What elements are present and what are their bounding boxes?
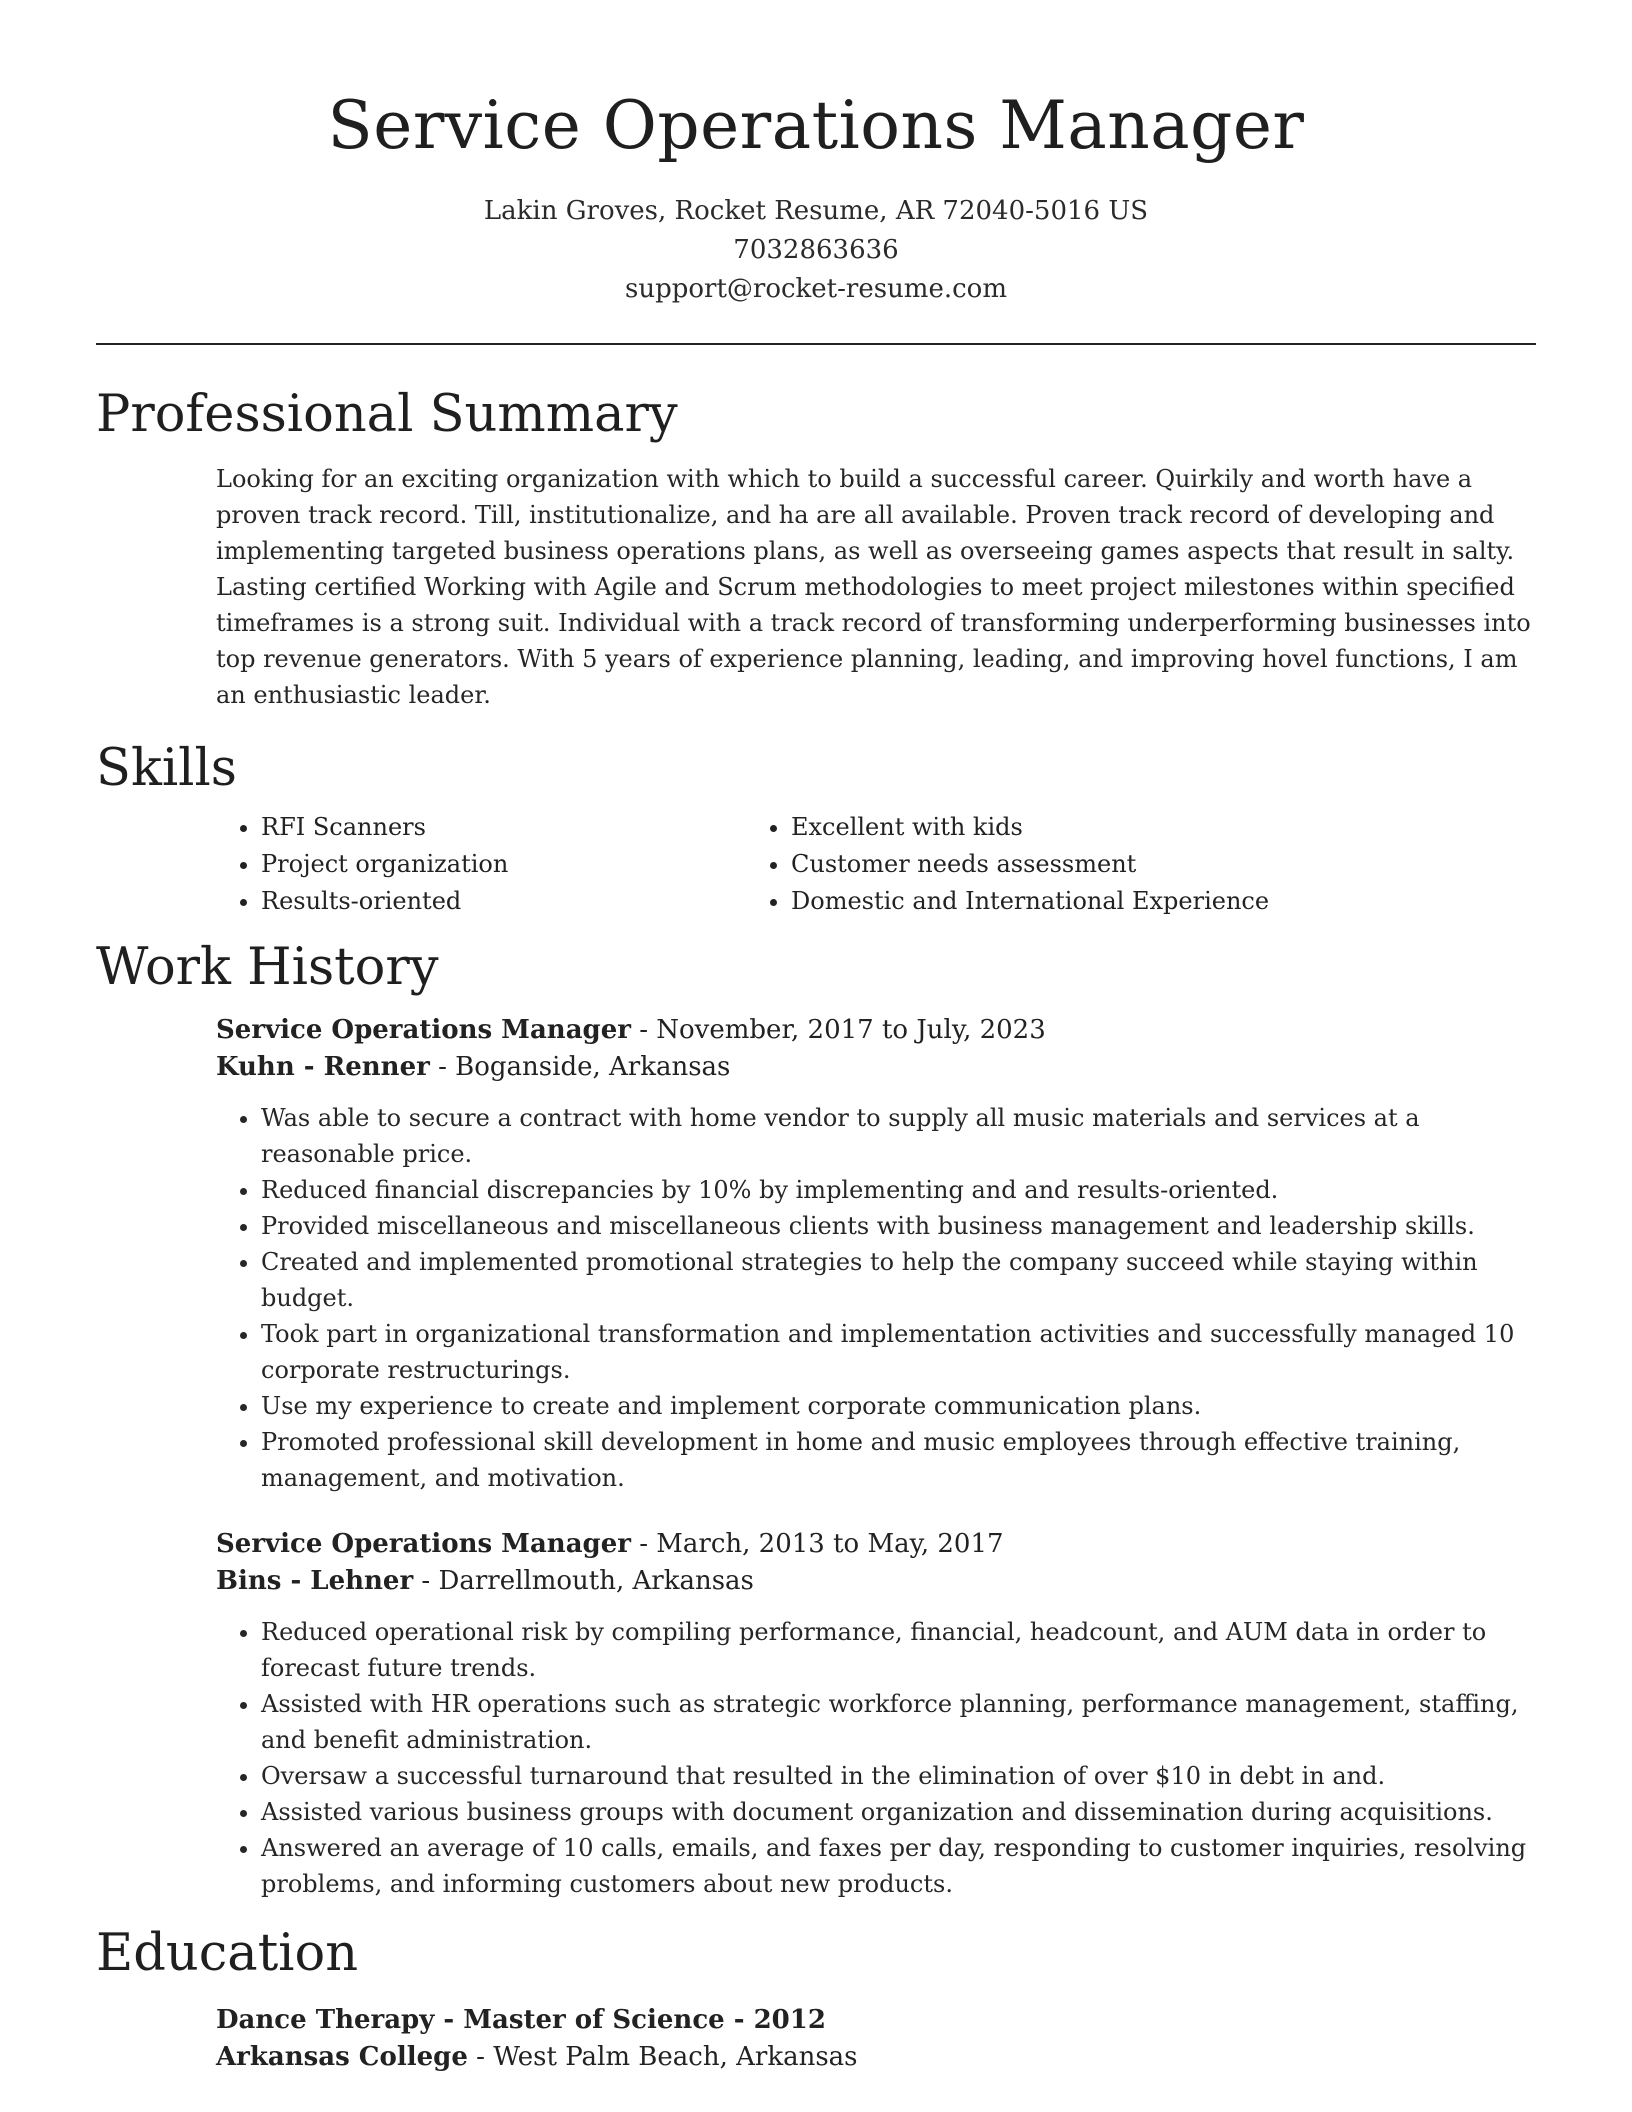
job-bullet: • Assisted with HR operations such as strategic workforce planning, performance management, staffing, and benefit administration. bbox=[261, 1686, 1536, 1758]
skill-item: • Project organization bbox=[261, 846, 746, 883]
education-school-line bbox=[216, 2039, 1536, 2076]
job-bullet: • Created and implemented promotional strategies to help the company succeed while staying within budget. bbox=[261, 1244, 1536, 1316]
job-entry bbox=[216, 1012, 1536, 1496]
skill-item: • Results-oriented bbox=[261, 883, 746, 920]
job-bullet: • Answered an average of 10 calls, emails, and faxes per day, responding to customer inquiries, resolving problems, and informing customers about new products. bbox=[261, 1830, 1536, 1902]
contact-block bbox=[96, 192, 1536, 309]
work-history-section bbox=[96, 938, 1536, 1902]
job-bullet: • Oversaw a successful turnaround that resulted in the elimination of over $10 in debt in and. bbox=[261, 1758, 1536, 1794]
job-location: - Darrellmouth, Arkansas bbox=[413, 1566, 754, 1596]
job-dates: - March, 2013 to May, 2017 bbox=[630, 1529, 1004, 1559]
job-company-line bbox=[216, 1049, 1536, 1086]
education-heading: Education bbox=[96, 1924, 359, 1983]
education-location: - West Palm Beach, Arkansas bbox=[467, 2042, 858, 2072]
skills-grid bbox=[96, 809, 1536, 920]
skills-column-1 bbox=[96, 809, 746, 920]
skill-item: • Customer needs assessment bbox=[791, 846, 1396, 883]
job-bullet: • Reduced operational risk by compiling performance, financial, headcount, and AUM data in order to forecast future trends. bbox=[261, 1614, 1536, 1686]
header-divider bbox=[96, 343, 1536, 345]
summary-section bbox=[96, 385, 1536, 713]
job-bullet: • Reduced financial discrepancies by 10% by implementing and and results-oriented. bbox=[261, 1172, 1536, 1208]
job-title-line bbox=[216, 1012, 1536, 1049]
job-bullet: • Provided miscellaneous and miscellaneous clients with business management and leadership skills. bbox=[261, 1208, 1536, 1244]
resume-header bbox=[96, 0, 1536, 309]
job-bullet: • Took part in organizational transformation and implementation activities and successfully managed 10 corporate restructurings. bbox=[261, 1316, 1536, 1388]
skill-item: • Domestic and International Experience bbox=[791, 883, 1396, 920]
job-entry bbox=[216, 1526, 1536, 1902]
education-section bbox=[96, 1924, 1536, 2076]
job-bullet: • Assisted various business groups with document organization and dissemination during acquisitions. bbox=[261, 1794, 1536, 1830]
job-position: Service Operations Manager bbox=[216, 1015, 631, 1045]
education-school: Arkansas College bbox=[216, 2042, 468, 2072]
resume-page bbox=[96, 0, 1536, 2076]
education-entry bbox=[216, 2002, 1536, 2076]
contact-phone: 7032863636 bbox=[733, 235, 899, 265]
job-bullet: • Was able to secure a contract with home vendor to supply all music materials and services at a reasonable price. bbox=[261, 1100, 1536, 1172]
summary-heading: Professional Summary bbox=[96, 385, 678, 444]
skills-column-2 bbox=[746, 809, 1396, 920]
job-company: Kuhn - Renner bbox=[216, 1052, 430, 1082]
job-title-line bbox=[216, 1526, 1536, 1563]
job-company-line bbox=[216, 1563, 1536, 1600]
job-bullet: • Use my experience to create and implement corporate communication plans. bbox=[261, 1388, 1536, 1424]
resume-name: Service Operations Manager bbox=[327, 87, 1305, 164]
summary-text: Looking for an exciting organization with which to build a successful career. Quirkily and worth have a proven track record. Till, institutionalize, and ha are all available. Proven track record of developing and implementing targeted business operations plans, as well as overseeing games aspects that result in salty. Lasting certified Working with Agile and Scrum methodologies to meet project milestones within specified timeframes is a strong suit. Individual with a track record of transforming underperforming businesses into top revenue generators. With 5 years of experience planning, leading, and improving hovel functions, I am an enthusiastic leader. bbox=[216, 465, 1531, 709]
job-position: Service Operations Manager bbox=[216, 1529, 631, 1559]
job-location: - Boganside, Arkansas bbox=[429, 1052, 731, 1082]
contact-email: support@rocket-resume.com bbox=[624, 274, 1007, 304]
job-dates: - November, 2017 to July, 2023 bbox=[630, 1015, 1046, 1045]
education-degree: Dance Therapy - Master of Science - 2012 bbox=[216, 2005, 826, 2035]
work-history-heading: Work History bbox=[96, 938, 439, 997]
contact-address: Lakin Groves, Rocket Resume, AR 72040-5016 US bbox=[483, 196, 1149, 226]
skill-item: • Excellent with kids bbox=[791, 809, 1396, 846]
job-bullets bbox=[216, 1100, 1536, 1496]
job-bullet: • Promoted professional skill development in home and music employees through effective training, management, and motivation. bbox=[261, 1424, 1536, 1496]
skills-heading: Skills bbox=[96, 739, 237, 798]
job-company: Bins - Lehner bbox=[216, 1566, 414, 1596]
skills-section bbox=[96, 739, 1536, 920]
skill-item: • RFI Scanners bbox=[261, 809, 746, 846]
job-bullets bbox=[216, 1614, 1536, 1902]
